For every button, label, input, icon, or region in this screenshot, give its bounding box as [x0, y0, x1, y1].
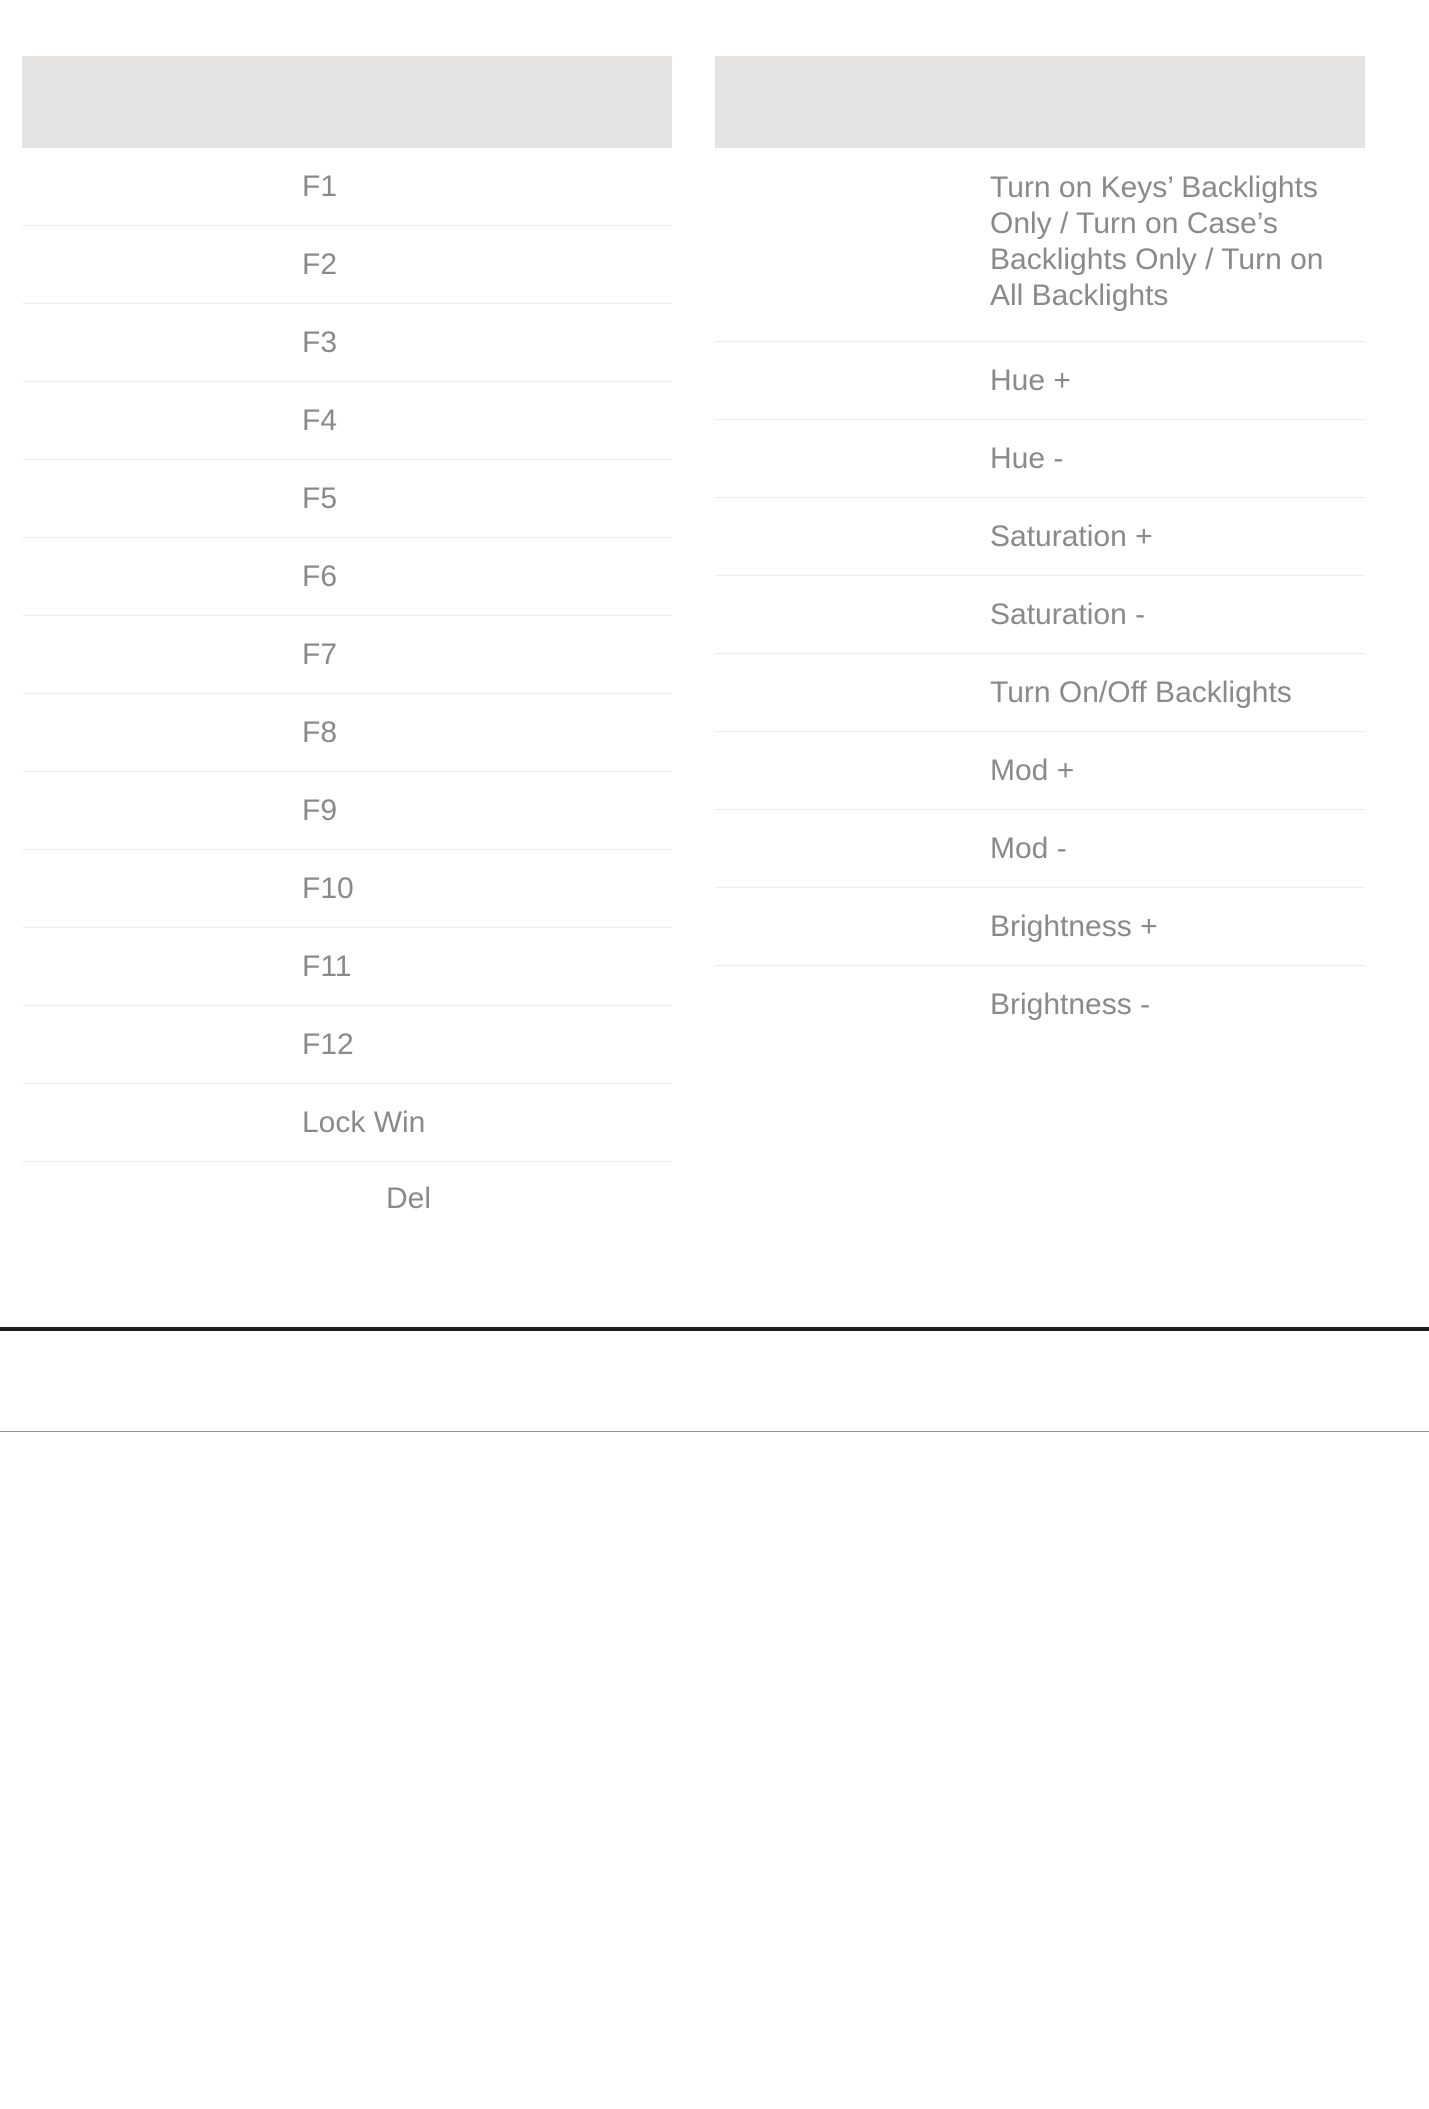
table-row: [22, 304, 672, 382]
table-row: [22, 538, 672, 616]
key-label: F12: [302, 1027, 354, 1061]
function-label: Mod +: [990, 753, 1075, 787]
table-row: [715, 148, 1365, 342]
key-label: F10: [302, 871, 354, 905]
table-row: [22, 460, 672, 538]
key-label: Lock Win: [302, 1105, 426, 1139]
key-label: F3: [302, 325, 338, 359]
table-row: [715, 888, 1365, 966]
table-header: [715, 56, 1365, 148]
key-label: F1: [302, 169, 338, 203]
table-row: [22, 772, 672, 850]
section-divider: [0, 1327, 1429, 1331]
function-label: Brightness +: [990, 909, 1158, 943]
backlight-functions-table: [715, 56, 1365, 1044]
key-label: F4: [302, 403, 338, 437]
table-row: [715, 498, 1365, 576]
key-label: F5: [302, 481, 338, 515]
table-row: [22, 226, 672, 304]
function-label: Mod -: [990, 831, 1067, 865]
table-row: [715, 966, 1365, 1044]
section-divider-thin: [0, 1431, 1429, 1432]
table-row: [22, 1162, 672, 1236]
fn-keys-table: [22, 56, 672, 1236]
table-row: [715, 810, 1365, 888]
table-row: [22, 694, 672, 772]
key-label: F2: [302, 247, 338, 281]
table-row: [22, 148, 672, 226]
table-row: [715, 654, 1365, 732]
key-label: F9: [302, 793, 338, 827]
function-label: Turn On/Off Backlights: [990, 675, 1292, 709]
function-label: Saturation +: [990, 519, 1153, 553]
table-row: [715, 342, 1365, 420]
function-label: Hue +: [990, 363, 1071, 397]
table-row: [22, 616, 672, 694]
table-row: [715, 576, 1365, 654]
key-label: F6: [302, 559, 338, 593]
function-label: Saturation -: [990, 597, 1146, 631]
table-header: [22, 56, 672, 148]
key-label: Del: [386, 1182, 432, 1215]
function-label: Brightness -: [990, 988, 1151, 1021]
table-row: [22, 850, 672, 928]
table-row: [22, 1006, 672, 1084]
key-label: F11: [302, 949, 352, 983]
table-row: [22, 382, 672, 460]
key-label: F7: [302, 637, 338, 671]
key-label: F8: [302, 715, 338, 749]
table-row: [22, 1084, 672, 1162]
table-row: [22, 928, 672, 1006]
table-row: [715, 420, 1365, 498]
function-label: Hue -: [990, 441, 1064, 475]
function-label: Turn on Keys’ Backlights Only / Turn on Case’s Backlights Only / Turn on All Backlights: [990, 171, 1324, 312]
table-row: [715, 732, 1365, 810]
